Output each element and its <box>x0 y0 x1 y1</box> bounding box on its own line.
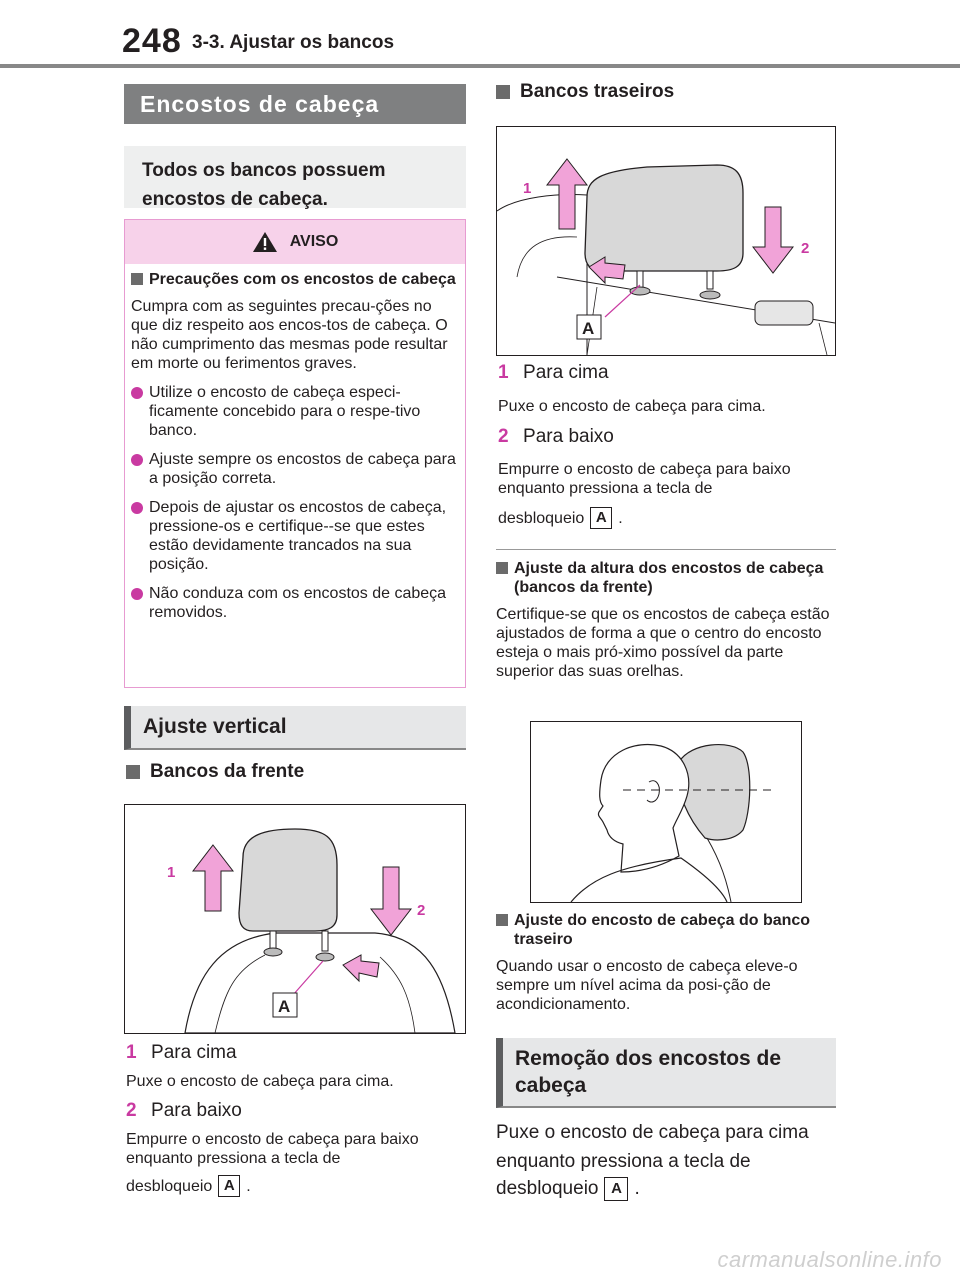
header-rule <box>0 64 960 68</box>
divider <box>496 549 836 550</box>
warning-bullet <box>131 450 457 488</box>
head-position-illustration <box>531 722 801 902</box>
page-number: 248 <box>122 22 182 60</box>
rear-headrest-illustration <box>497 127 835 355</box>
right-step-2-text: Empurre o encosto de cabeça para baixo enquanto pressiona a tecla de <box>498 461 791 497</box>
adjust-front-text: Certifique-se que os encostos de cabeça estão ajustados de forma a que o centro do encosto esteja o mais pró-ximo possível da parte superior das suas orelhas. <box>496 606 830 680</box>
left-step-1-text: Puxe o encosto de cabeça para cima. <box>126 1073 394 1090</box>
watermark: carmanualsonline.info <box>717 1247 942 1272</box>
square-bullet-icon <box>131 273 143 285</box>
warning-box <box>124 219 466 688</box>
step-title: Para baixo <box>151 1100 242 1121</box>
dot-bullet-icon <box>131 387 143 399</box>
right-step-1 <box>498 362 609 384</box>
front-headrest-illustration <box>125 805 465 1033</box>
label-1: 1 <box>167 864 176 881</box>
warning-bullet <box>131 498 457 574</box>
rear-headrest-figure <box>496 126 836 356</box>
subsection-banner: Ajuste vertical <box>124 706 466 750</box>
square-bullet-icon <box>496 562 508 574</box>
adjust-front-title-row <box>496 559 836 597</box>
left-step-2-key-line <box>126 1175 251 1197</box>
intro-box: Todos os bancos possuem encostos de cabeça. <box>124 146 466 208</box>
bullet-text: Não conduza com os encostos de cabeça removidos. <box>149 585 447 621</box>
warning-header <box>125 220 465 264</box>
right-step-1-text: Puxe o encosto de cabeça para cima. <box>498 398 766 415</box>
square-bullet-icon <box>496 85 510 99</box>
key-a-label: A <box>218 1175 240 1197</box>
warning-bullet <box>131 584 457 622</box>
removal-text: Puxe o encosto de cabeça para cima enquanto pressiona a tecla de <box>496 1122 809 1172</box>
label-2: 2 <box>801 240 810 257</box>
removal-text-tail: desbloqueio <box>496 1178 599 1199</box>
warning-title: Precauções com os encostos de cabeça <box>149 271 456 288</box>
step-title: Para baixo <box>523 426 614 447</box>
left-step-2-text: Empurre o encosto de cabeça para baixo enquanto pressiona a tecla de <box>126 1131 419 1167</box>
head-position-figure <box>530 721 802 903</box>
dot-bullet-icon <box>131 502 143 514</box>
label-a: A <box>278 997 291 1016</box>
bullet-text: Depois de ajustar os encostos de cabeça, pressione-os e certifique--se que estes estão devidamente trancados na sua posição. <box>149 499 447 573</box>
adjust-rear-text: Quando usar o encosto de cabeça eleve-o sempre um nível acima da posi-ção de acondicionamento. <box>496 958 798 1013</box>
heading-text: Bancos da frente <box>150 761 305 782</box>
warning-icon <box>252 231 278 253</box>
dot-bullet-icon <box>131 588 143 600</box>
adjust-rear-title-row <box>496 911 836 949</box>
square-bullet-icon <box>496 914 508 926</box>
adjust-front-title: Ajuste da altura dos encostos de cabeça (bancos da frente) <box>514 560 824 596</box>
warning-label: AVISO <box>289 233 339 250</box>
label-1: 1 <box>523 180 532 197</box>
left-step-1 <box>126 1042 237 1064</box>
front-headrest-figure <box>124 804 466 1034</box>
warning-text: Cumpra com as seguintes precau-ções no que diz respeito aos encos-tos de cabeça. O não cumprimento das mesmas pode resultar em morte ou ferimentos graves. <box>131 298 448 372</box>
warning-title-row <box>131 270 457 289</box>
section-title: 3-3. Ajustar os bancos <box>192 32 395 53</box>
dot-bullet-icon <box>131 454 143 466</box>
section-banner: Encostos de cabeça <box>124 84 466 124</box>
step-number: 1 <box>126 1042 137 1063</box>
label-2: 2 <box>417 902 426 919</box>
heading-text: Bancos traseiros <box>520 81 675 102</box>
step-text-end: . <box>246 1177 251 1195</box>
step-text-tail: desbloqueio <box>498 509 585 527</box>
step-title: Para cima <box>523 362 609 383</box>
right-step-2 <box>498 426 614 448</box>
left-step-2 <box>126 1100 242 1122</box>
bullet-text: Utilize o encosto de cabeça especi-ficamente concebido para o respe-tivo banco. <box>149 384 421 439</box>
step-number: 2 <box>126 1100 137 1121</box>
heading-rear-seats <box>496 80 674 104</box>
removal-text-end: . <box>634 1178 640 1199</box>
adjust-rear-title: Ajuste do encosto de cabeça do banco traseiro <box>514 912 811 948</box>
heading-front-seats <box>126 760 304 784</box>
key-a-label: A <box>604 1177 628 1201</box>
square-bullet-icon <box>126 765 140 779</box>
step-title: Para cima <box>151 1042 237 1063</box>
label-a: A <box>582 319 595 338</box>
removal-banner: Remoção dos encostos de cabeça <box>496 1038 836 1108</box>
removal-key-line <box>496 1177 640 1201</box>
warning-bullet <box>131 383 457 440</box>
step-text-tail: desbloqueio <box>126 1177 213 1195</box>
step-text-end: . <box>618 509 623 527</box>
bullet-text: Ajuste sempre os encostos de cabeça para a posição correta. <box>149 451 456 487</box>
right-step-2-key-line <box>498 507 623 529</box>
step-number: 2 <box>498 426 509 447</box>
key-a-label: A <box>590 507 612 529</box>
step-number: 1 <box>498 362 509 383</box>
